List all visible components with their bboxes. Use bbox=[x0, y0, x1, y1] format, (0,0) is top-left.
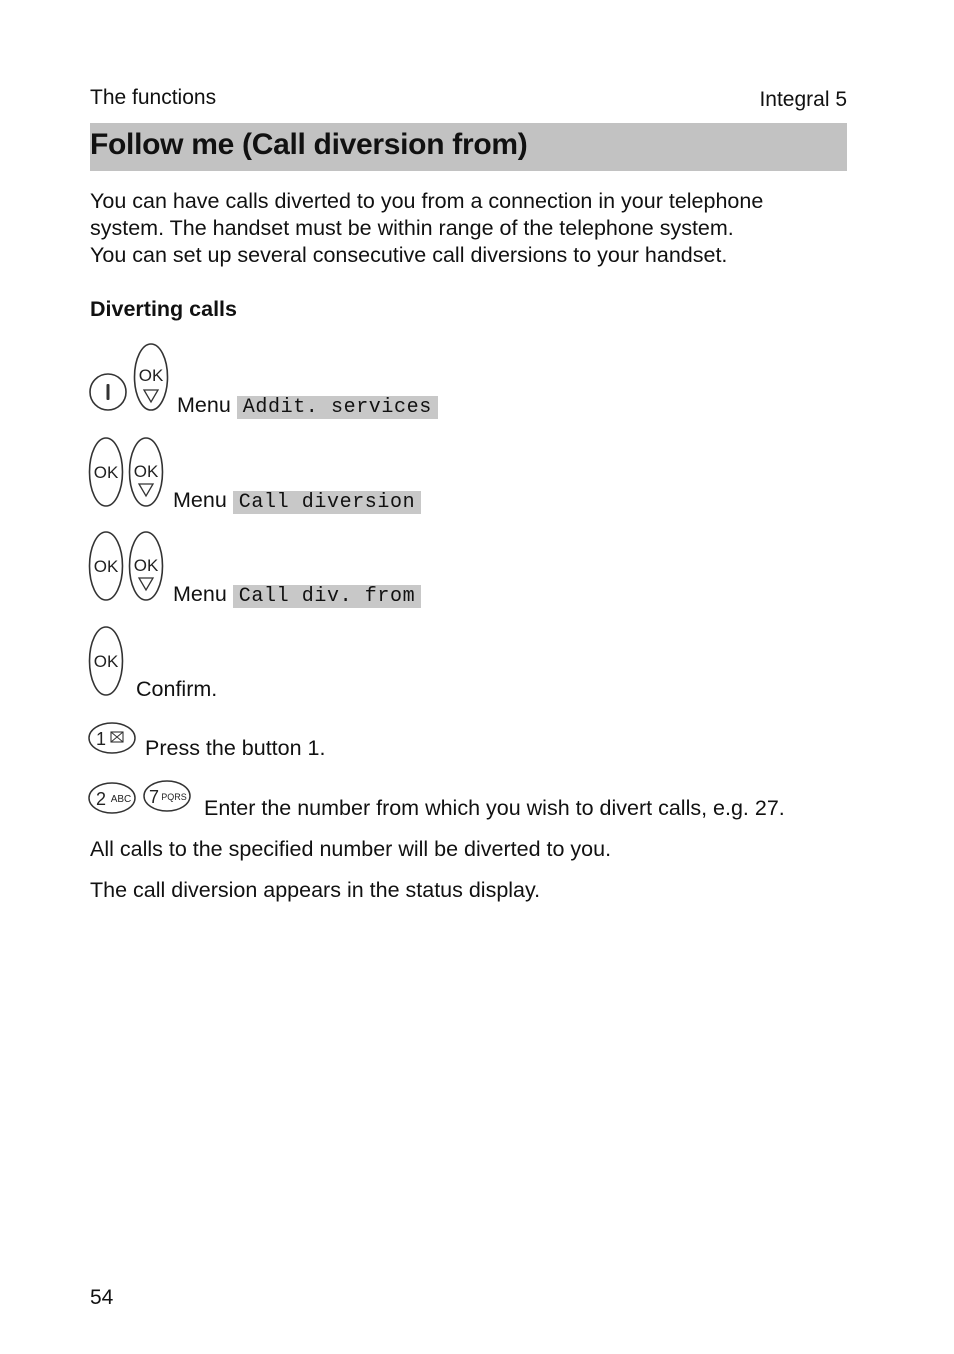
ok-key-label: OK bbox=[93, 557, 119, 576]
digit-1-key-icon bbox=[88, 722, 138, 756]
talk-key-icon bbox=[88, 372, 130, 414]
digit-label: 7 bbox=[148, 787, 160, 807]
intro-line: You can set up several consecutive call diversions to your handset. bbox=[90, 243, 728, 267]
step-4 bbox=[136, 677, 217, 702]
page-number: 54 bbox=[90, 1286, 114, 1309]
step-5 bbox=[145, 736, 325, 761]
step-1 bbox=[177, 393, 438, 419]
digit-letters: PQRS bbox=[161, 792, 187, 802]
step-label: Menu bbox=[173, 582, 227, 606]
step-label: Enter the number from which you wish to divert calls, e.g. 27. bbox=[204, 796, 785, 820]
step-label: Menu bbox=[173, 488, 227, 512]
digit-2-key-icon bbox=[88, 782, 138, 816]
digit-label: 1 bbox=[95, 729, 107, 749]
digit-7-key-icon bbox=[143, 780, 193, 814]
subheading: Diverting calls bbox=[90, 297, 237, 321]
ok-key-icon bbox=[88, 530, 126, 602]
intro-line: system. The handset must be within range of the telephone system. bbox=[90, 216, 734, 240]
title-bar bbox=[90, 123, 847, 171]
ok-key-icon bbox=[88, 625, 126, 697]
step-2 bbox=[173, 488, 421, 514]
note-paragraph: All calls to the specified number will be diverted to you. bbox=[90, 837, 612, 861]
ok-down-key-icon bbox=[128, 530, 166, 602]
digit-letters: ABC bbox=[110, 794, 132, 805]
ok-key-label: OK bbox=[133, 462, 159, 481]
ok-key-label: OK bbox=[93, 463, 119, 482]
ok-down-key-icon bbox=[133, 342, 171, 414]
step-label: Confirm. bbox=[136, 677, 218, 701]
intro-paragraph bbox=[90, 188, 850, 269]
display-text: Call diversion bbox=[233, 491, 421, 514]
step-6 bbox=[204, 796, 785, 821]
ok-key-label: OK bbox=[138, 366, 164, 385]
ok-key-label: OK bbox=[93, 652, 119, 671]
ok-down-key-icon bbox=[128, 436, 166, 508]
running-header-section: The functions bbox=[90, 86, 217, 109]
page-title: Follow me (Call diversion from) bbox=[90, 128, 528, 161]
running-header-product: Integral 5 bbox=[759, 88, 847, 111]
step-label: Press the button 1. bbox=[145, 736, 326, 760]
step-3 bbox=[173, 582, 421, 608]
intro-line: You can have calls diverted to you from a connection in your telephone bbox=[90, 189, 764, 213]
step-label: Menu bbox=[177, 393, 231, 417]
digit-label: 2 bbox=[95, 789, 107, 809]
ok-key-label: OK bbox=[133, 556, 159, 575]
note-paragraph: The call diversion appears in the status display. bbox=[90, 878, 541, 902]
ok-key-icon bbox=[88, 436, 126, 508]
display-text: Addit. services bbox=[237, 396, 438, 419]
display-text: Call div. from bbox=[233, 585, 421, 608]
